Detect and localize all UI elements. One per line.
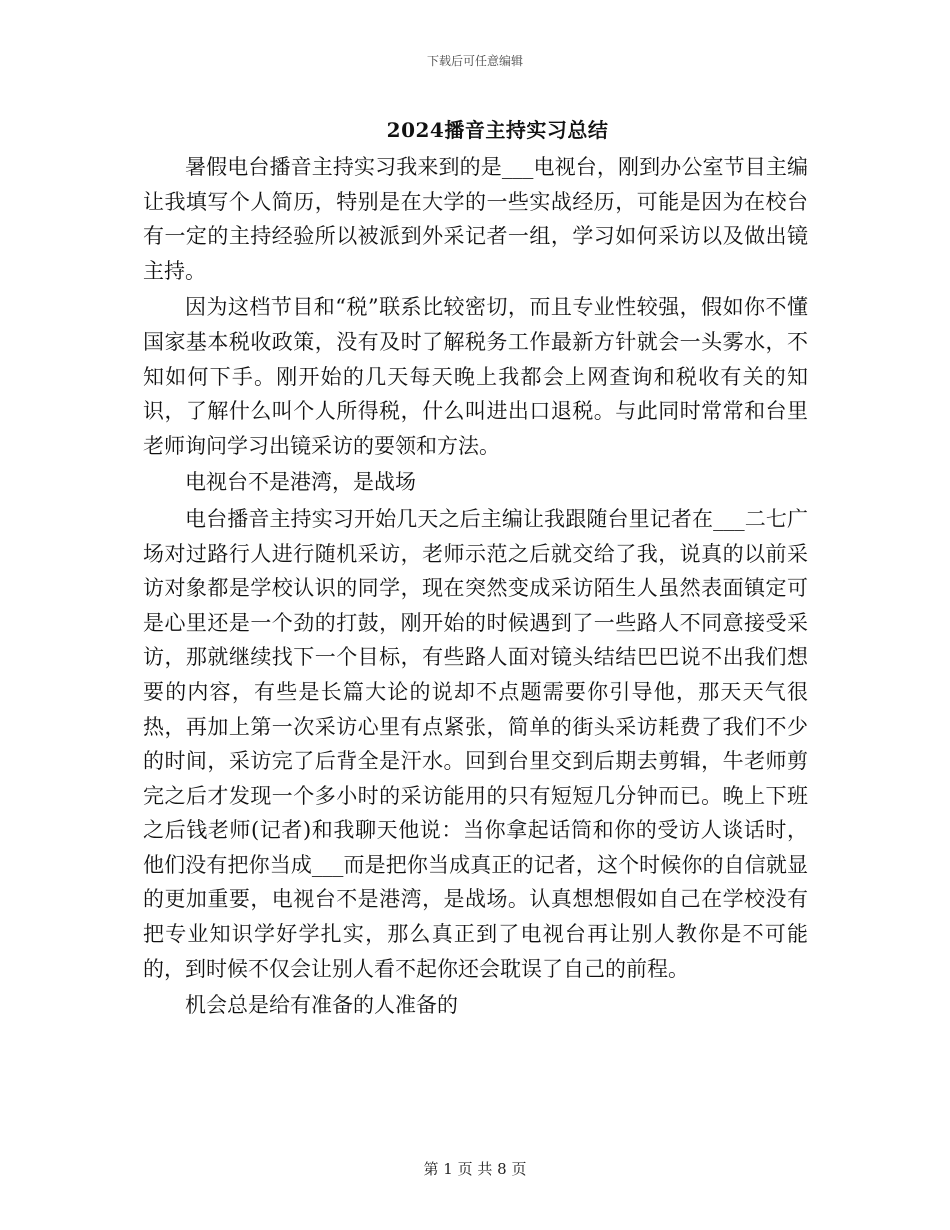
page-number: 第 1 页 共 8 页 (423, 1160, 527, 1178)
paragraph-1: 暑假电台播音主持实习我来到的是___电视台，刚到办公室节目主编让我填写个人简历，特别是在大学的一些实战经历，可能是因为在校台有一定的主持经验所以被派到外采记者一组，学习如何采访以及做出镜主持。 (143, 155, 808, 283)
document-body (143, 150, 808, 1025)
paragraph-2: 因为这档节目和“税”联系比较密切，而且专业性较强，假如你不懂国家基本税收政策，没有及时了解税务工作最新方针就会一头雾水，不知如何下手。刚开始的几天每天晚上我都会上网查询和税收有关的知识，了解什么叫个人所得税，什么叫进出口退税。与此同时常常和台里老师询问学习出镜采访的要领和方法。 (143, 295, 808, 458)
section-heading-1: 电视台不是港湾，是战场 (185, 470, 416, 495)
paragraph-3: 电台播音主持实习开始几天之后主编让我跟随台里记者在___二七广场对过路行人进行随机采访，老师示范之后就交给了我，说真的以前采访对象都是学校认识的同学，现在突然变成采访陌生人虽然表面镇定可是心里还是一个劲的打鼓，刚开始的时候遇到了一些路人不同意接受采访，那就继续找下一个目标，有些路人面对镜头结结巴巴说不出我们想要的内容，有些是长篇大论的说却不点题需要你引导他，那天天气很热，再加上第一次采访心里有点紧张，简单的街头采访耗费了我们不少的时间，采访完了后背全是汗水。回到台里交到后期去剪辑，牛老师剪完之后才发现一个多小时的采访能用的只有短短几分钟而已。晚上下班之后钱老师(记者)和我聊天他说：当你拿起话筒和你的受访人谈话时，他们没有把你当成___而是把你当成真正的记者，这个时候你的自信就显的更加重要，电视台不是港湾，是战场。认真想想假如自己在学校没有把专业知识学好学扎实，那么真正到了电视台再让别人教你是不可能的，到时候不仅会让别人看不起你还会耽误了自己的前程。 (143, 506, 808, 981)
page-header-note: 下载后可任意编辑 (426, 54, 523, 68)
document-title: 2024播音主持实习总结 (386, 118, 609, 142)
section-heading-2: 机会总是给有准备的人准备的 (185, 993, 458, 1018)
